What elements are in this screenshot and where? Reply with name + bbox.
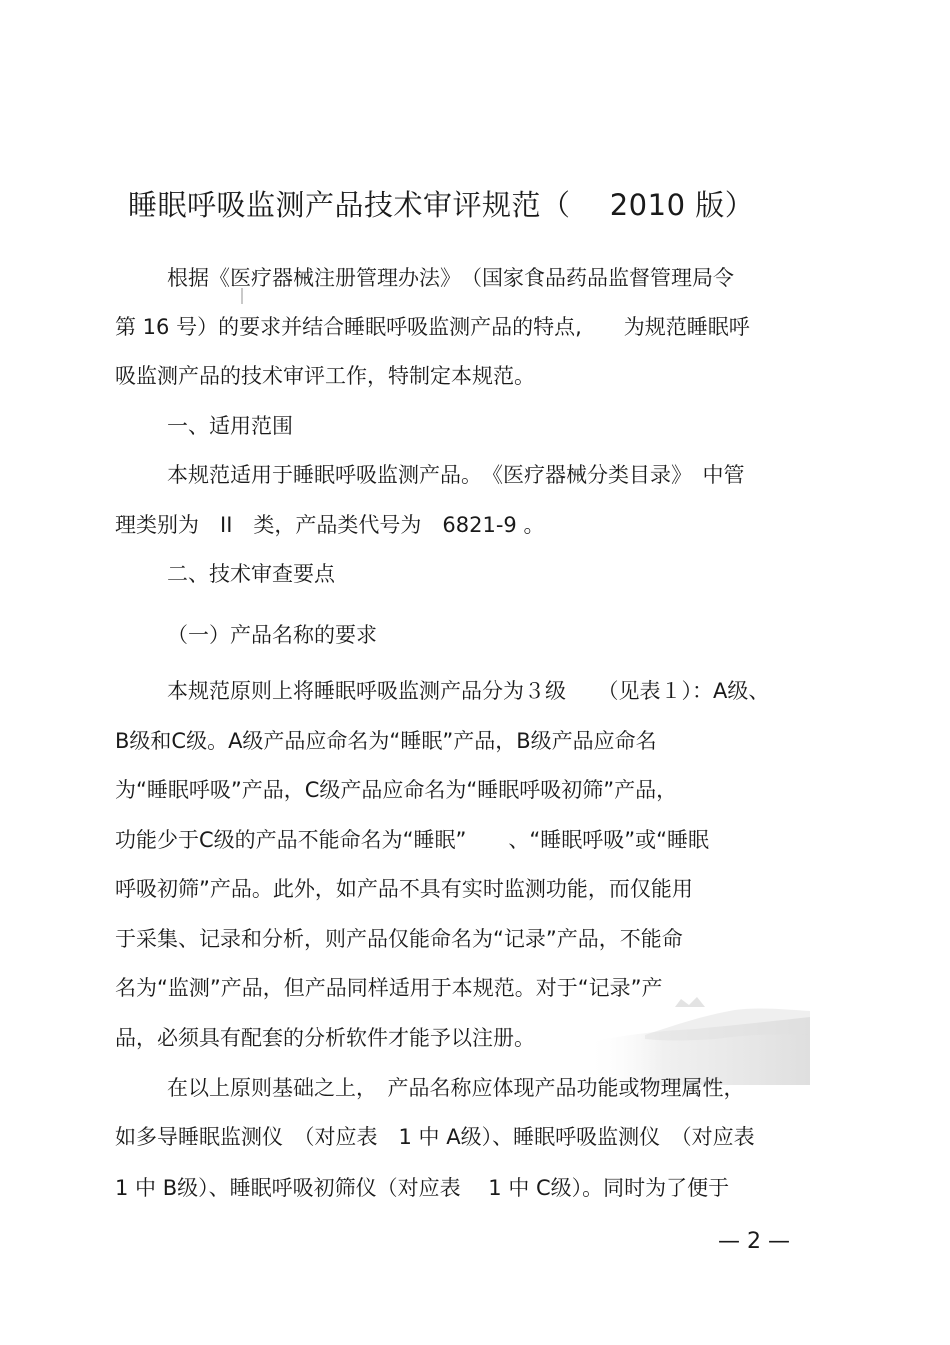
body-line: 1 中 B级）、睡眠呼吸初筛仪（对应表 1 中 C级）。同时为了便于 [115,1176,730,1200]
body-line: 名为“监测”产品，但产品同样适用于本规范。对于“记录”产 [115,976,663,1000]
body-line: 功能少于C级的产品不能命名为“睡眠” 、“睡眠呼吸”或“睡眠 [115,828,710,852]
body-line: 品，必须具有配套的分析软件才能予以注册。 [115,1026,535,1050]
body-line: 本规范适用于睡眠呼吸监测产品。 《医疗器械分类目录》 中管 [167,463,745,487]
page-number: — 2 — [718,1229,790,1254]
body-line: 吸监测产品的技术审评工作，特制定本规范。 [115,364,535,388]
body-line: 在以上原则基础之上， 产品名称应体现产品功能或物理属性， [167,1076,745,1100]
section-heading: 二、技术审查要点 [167,562,335,586]
body-line: 理类别为 II 类，产品类代号为 6821-9 。 [115,513,545,537]
subsection-heading: （一）产品名称的要求 [167,623,377,647]
section-heading: 一、适用范围 [167,414,293,438]
body-line: 如多导睡眠监测仪 （对应表 1 中 A级）、睡眠呼吸监测仪 （对应表 [115,1125,755,1149]
body-line: B级和C级。A级产品应命名为“睡眠”产品，B级产品应命名 [115,729,657,753]
body-line: 第 16 号）的要求并结合睡眠呼吸监测产品的特点, 为规范睡眠呼 [115,315,750,339]
body-line: 于采集、记录和分析，则产品仅能命名为“记录”产品，不能命 [115,927,683,951]
body-line: 本规范原则上将睡眠呼吸监测产品分为３级 （见表１）：A级、 [167,679,770,703]
body-line: 根据《医疗器械注册管理办法》 （国家食品药品监督管理局令 [167,266,734,290]
body-line: 呼吸初筛”产品。此外，如产品不具有实时监测功能，而仅能用 [115,877,693,901]
body-line: 为“睡眠呼吸”产品，C级产品应命名为“睡眠呼吸初筛”产品， [115,778,678,802]
document-title: 睡眠呼吸监测产品技术审评规范（ 2010 版） [128,188,755,222]
faded-watermark-image [585,995,810,1085]
